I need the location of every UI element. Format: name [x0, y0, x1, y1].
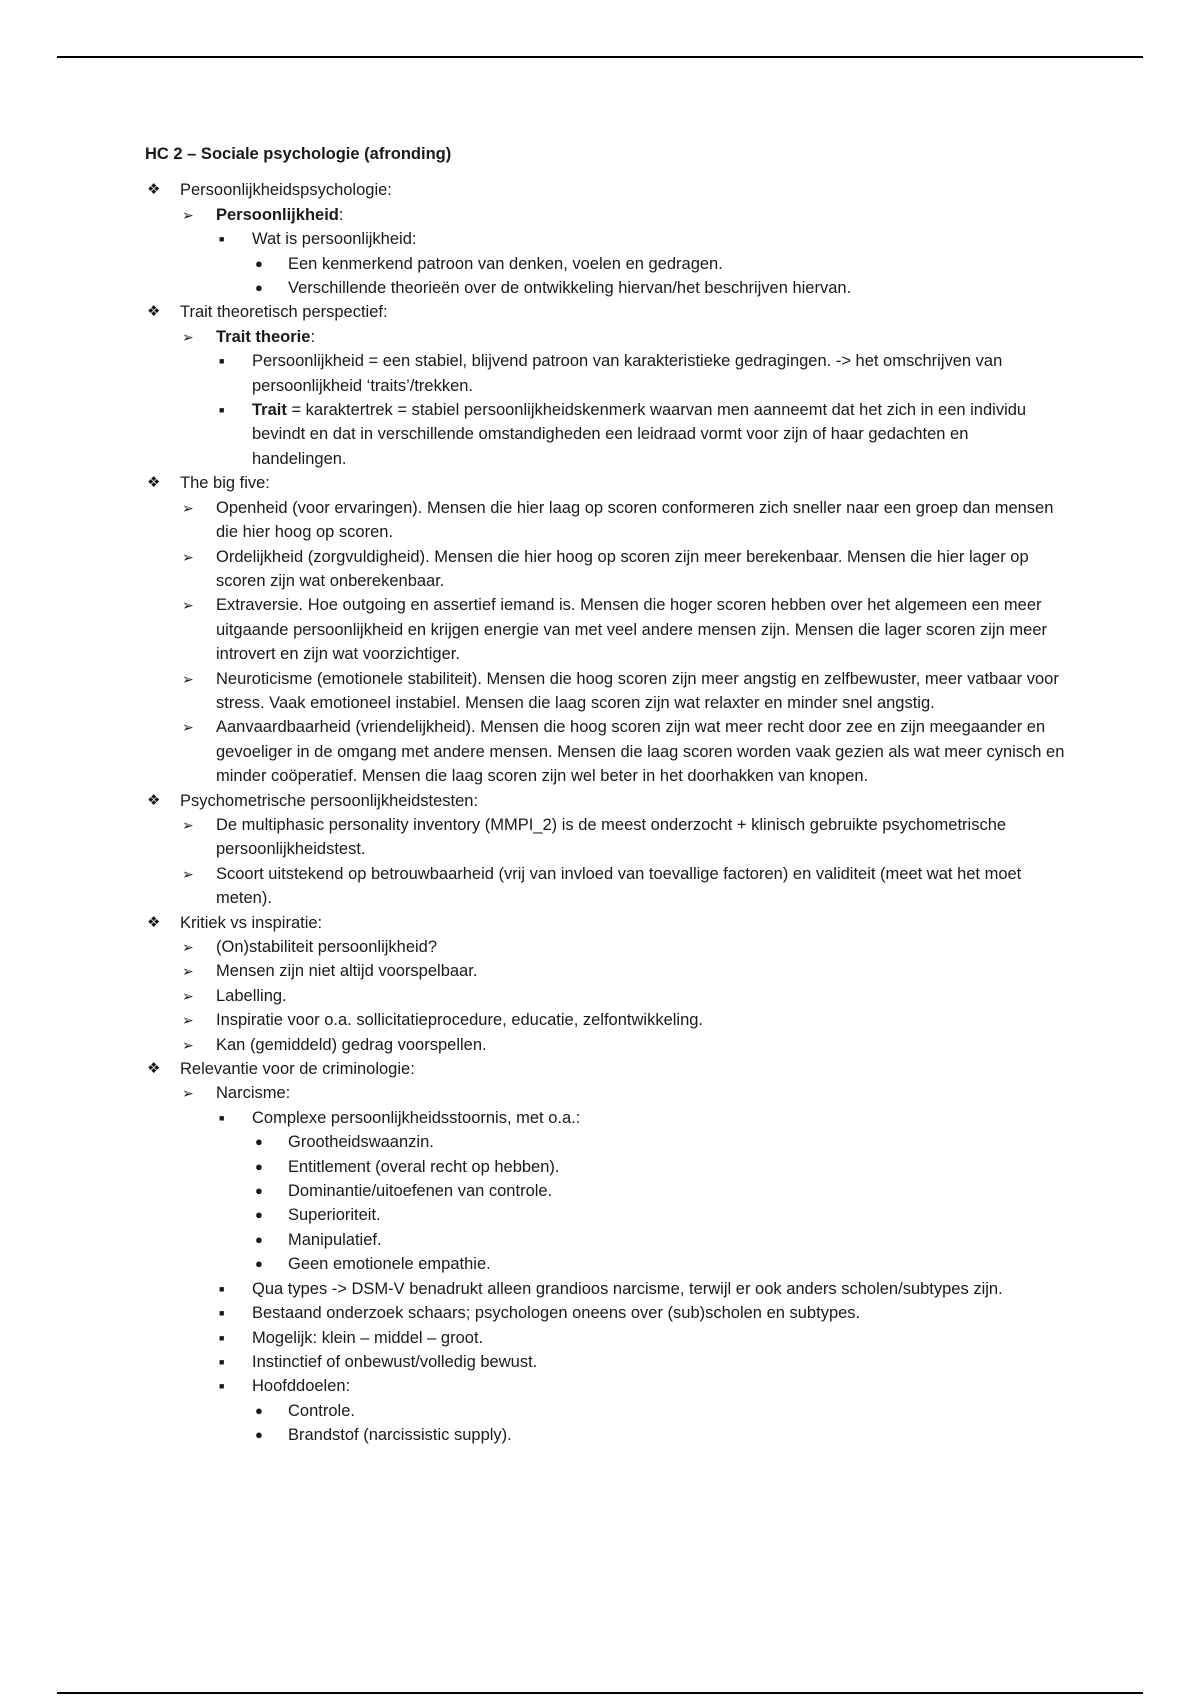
dot-bullet-icon: ● — [255, 1207, 263, 1223]
list-item — [180, 813, 1065, 862]
list-item — [216, 1277, 1065, 1301]
section-label: Persoonlijkheidspsychologie: — [180, 181, 392, 200]
list-item — [180, 959, 1065, 983]
diamond-bullet-icon: ❖ — [147, 474, 161, 492]
item-text: Openheid (voor ervaringen). Mensen die hier laag op scoren conformeren zich sneller naar een groep dan mensen die hier hoog op scoren. — [216, 498, 1054, 542]
square-bullet-icon: ■ — [219, 1112, 225, 1123]
list-item — [180, 715, 1065, 788]
item-text: Labelling. — [216, 986, 287, 1005]
footer-rule — [57, 1692, 1143, 1694]
outline — [145, 178, 1065, 1447]
diamond-bullet-icon: ❖ — [147, 303, 161, 321]
item-text: Geen emotionele empathie. — [288, 1255, 491, 1274]
item-text: Kan (gemiddeld) gedrag voorspellen. — [216, 1035, 487, 1054]
item-text: Superioriteit. — [288, 1206, 381, 1225]
item-text: Qua types -> DSM-V benadrukt alleen grandioos narcisme, terwijl er ook anders scholen/subtypes zijn. — [252, 1279, 1003, 1298]
section-label: Trait theoretisch perspectief: — [180, 303, 388, 322]
arrow-bullet-icon: ➢ — [182, 1012, 194, 1029]
list-item — [216, 227, 1065, 300]
list-item — [252, 1203, 1065, 1227]
section-psychometrische-testen — [145, 789, 1065, 911]
list-item — [252, 1423, 1065, 1447]
arrow-bullet-icon: ➢ — [182, 719, 194, 736]
item-text: Mogelijk: klein – middel – groot. — [252, 1328, 484, 1347]
list-item — [252, 1179, 1065, 1203]
section-big-five — [145, 471, 1065, 788]
dot-bullet-icon: ● — [255, 1158, 263, 1174]
item-text: Persoonlijkheid = een stabiel, blijvend patroon van karakteristieke gedragingen. -> het omschrijven van persoonlijkheid ‘traits’/trekken. — [252, 352, 1003, 395]
list-item — [180, 862, 1065, 911]
dot-bullet-icon: ● — [255, 1134, 263, 1150]
square-bullet-icon: ■ — [219, 1356, 225, 1367]
term-bold: Trait — [252, 401, 287, 420]
diamond-bullet-icon: ❖ — [147, 791, 161, 809]
page-title: HC 2 – Sociale psychologie (afronding) — [145, 145, 452, 163]
item-text: Entitlement (overal recht op hebben). — [288, 1157, 560, 1176]
list-item — [216, 1106, 1065, 1277]
item-text: (On)stabiliteit persoonlijkheid? — [216, 938, 438, 956]
arrow-bullet-icon: ➢ — [182, 597, 194, 614]
item-text: Dominantie/uitoefenen van controle. — [288, 1182, 553, 1201]
section-label: Relevantie voor de criminologie: — [180, 1060, 415, 1079]
list-item — [216, 1374, 1065, 1447]
list-item — [216, 1350, 1065, 1374]
square-bullet-icon: ■ — [219, 1332, 225, 1343]
list-item — [180, 1033, 1065, 1057]
list-item — [180, 1081, 1065, 1447]
list-item — [252, 1130, 1065, 1154]
item-text: Mensen zijn niet altijd voorspelbaar. — [216, 962, 478, 981]
list-item — [252, 252, 1065, 276]
item-text: Ordelijkheid (zorgvuldigheid). Mensen die hier hoog op scoren zijn meer berekenbaar. Mensen die hier lager op scoren zijn wat onberekenbaar. — [216, 547, 1029, 590]
arrow-bullet-icon: ➢ — [182, 865, 194, 882]
section-relevantie-criminologie — [145, 1057, 1065, 1448]
term-bold: Persoonlijkheid — [216, 205, 339, 224]
arrow-bullet-icon: ➢ — [182, 328, 194, 345]
item-text: Instinctief of onbewust/volledig bewust. — [252, 1352, 538, 1371]
arrow-bullet-icon: ➢ — [182, 1036, 194, 1053]
arrow-bullet-icon: ➢ — [182, 499, 194, 516]
dot-bullet-icon: ● — [255, 1183, 263, 1199]
document-body — [145, 142, 1065, 1448]
item-text: Bestaand onderzoek schaars; psychologen oneens over (sub)scholen en subtypes. — [252, 1304, 861, 1323]
arrow-bullet-icon: ➢ — [182, 1085, 194, 1102]
dot-bullet-icon: ● — [255, 1256, 263, 1272]
item-text: Verschillende theorieën over de ontwikkeling hiervan/het beschrijven hiervan. — [288, 279, 852, 298]
square-bullet-icon: ■ — [219, 1283, 225, 1294]
header-rule — [57, 56, 1143, 58]
list-item — [216, 1301, 1065, 1325]
list-item — [252, 1155, 1065, 1179]
arrow-bullet-icon: ➢ — [182, 939, 194, 955]
item-text: Inspiratie voor o.a. sollicitatieprocedure, educatie, zelfontwikkeling. — [216, 1011, 704, 1030]
section-label: The big five: — [180, 474, 270, 493]
dot-bullet-icon: ● — [255, 1402, 263, 1418]
item-text: Narcisme: — [216, 1084, 291, 1103]
square-bullet-icon: ■ — [219, 1308, 225, 1319]
item-text: Hoofddoelen: — [252, 1377, 351, 1396]
square-bullet-icon: ■ — [219, 405, 225, 416]
square-bullet-icon: ■ — [219, 356, 225, 367]
section-label: Psychometrische persoonlijkheidstesten: — [180, 791, 479, 810]
list-item — [180, 496, 1065, 545]
list-item — [180, 203, 1065, 301]
term-bold: Trait theorie — [216, 327, 311, 346]
diamond-bullet-icon: ❖ — [147, 913, 161, 931]
list-item — [252, 1228, 1065, 1252]
section-persoonlijkheidspsychologie — [145, 178, 1065, 300]
item-text: Scoort uitstekend op betrouwbaarheid (vrij van invloed van toevallige factoren) en validiteit (meet wat het moet meten). — [216, 864, 1022, 908]
list-item — [252, 1399, 1065, 1423]
item-text: Een kenmerkend patroon van denken, voelen en gedragen. — [288, 254, 723, 273]
arrow-bullet-icon: ➢ — [182, 548, 194, 565]
list-item — [216, 1326, 1065, 1350]
list-item — [216, 398, 1065, 471]
arrow-bullet-icon: ➢ — [182, 206, 194, 223]
list-item — [180, 935, 1065, 959]
item-text: Brandstof (narcissistic supply). — [288, 1426, 512, 1445]
arrow-bullet-icon: ➢ — [182, 987, 194, 1004]
section-trait-theoretisch-perspectief — [145, 300, 1065, 471]
list-item — [216, 349, 1065, 398]
term-suffix: : — [338, 205, 344, 224]
dot-bullet-icon: ● — [255, 255, 263, 271]
diamond-bullet-icon: ❖ — [147, 1060, 161, 1078]
list-item — [180, 1008, 1065, 1032]
section-kritiek-vs-inspiratie — [145, 911, 1065, 1057]
item-text: Extraversie. Hoe outgoing en assertief iemand is. Mensen die hoger scoren hebben over het algemeen een meer uitgaande persoonlijkheid en krijgen energie van met veel andere mensen zijn. Mensen die lager scoren zijn meer introvert en zijn wat voorzichtiger. — [216, 596, 1047, 664]
item-text: Controle. — [288, 1401, 355, 1420]
list-item — [252, 276, 1065, 300]
item-text: Wat is persoonlijkheid: — [252, 230, 417, 249]
list-item — [180, 325, 1065, 471]
list-item — [180, 545, 1065, 594]
list-item — [180, 667, 1065, 716]
list-item — [180, 984, 1065, 1008]
item-text: = karaktertrek = stabiel persoonlijkheidskenmerk waarvan men aanneemt dat het zich in een individu bevindt en dat in verschillende omstandigheden een leidraad vormt voor zijn of haar gedachten en handelingen. — [252, 401, 1027, 468]
list-item — [180, 593, 1065, 666]
term-suffix: : — [310, 327, 316, 346]
section-label: Kritiek vs inspiratie: — [180, 913, 323, 932]
dot-bullet-icon: ● — [255, 1427, 263, 1443]
dot-bullet-icon: ● — [255, 280, 263, 296]
arrow-bullet-icon: ➢ — [182, 816, 194, 833]
item-text: Manipulatief. — [288, 1230, 382, 1249]
dot-bullet-icon: ● — [255, 1231, 263, 1247]
list-item — [252, 1252, 1065, 1276]
item-text: Neuroticisme (emotionele stabiliteit). Mensen die hoog scoren zijn meer angstig en zelfbewuster, meer vatbaar voor stress. Vaak emotioneel instabiel. Mensen die laag scoren zijn wat relaxter en minder snel angstig. — [216, 669, 1059, 712]
arrow-bullet-icon: ➢ — [182, 670, 194, 687]
square-bullet-icon: ■ — [219, 1381, 225, 1392]
diamond-bullet-icon: ❖ — [147, 181, 161, 199]
item-text: De multiphasic personality inventory (MMPI_2) is de meest onderzocht + klinisch gebruikte psychometrische persoonlijkheidstest. — [216, 815, 1007, 859]
square-bullet-icon: ■ — [219, 234, 225, 245]
item-text: Grootheidswaanzin. — [288, 1133, 434, 1152]
item-text: Aanvaardbaarheid (vriendelijkheid). Mensen die hoog scoren zijn wat meer recht door zee en zijn meegaander en gevoeliger in de omgang met andere mensen. Mensen die laag scoren worden vaak gezien als wat meer cynisch en minder coöperatief. Mensen die laag scoren zijn wel beter in het doorhakken van knopen. — [216, 718, 1065, 786]
item-text: Complexe persoonlijkheidsstoornis, met o.a.: — [252, 1108, 581, 1127]
arrow-bullet-icon: ➢ — [182, 963, 194, 980]
